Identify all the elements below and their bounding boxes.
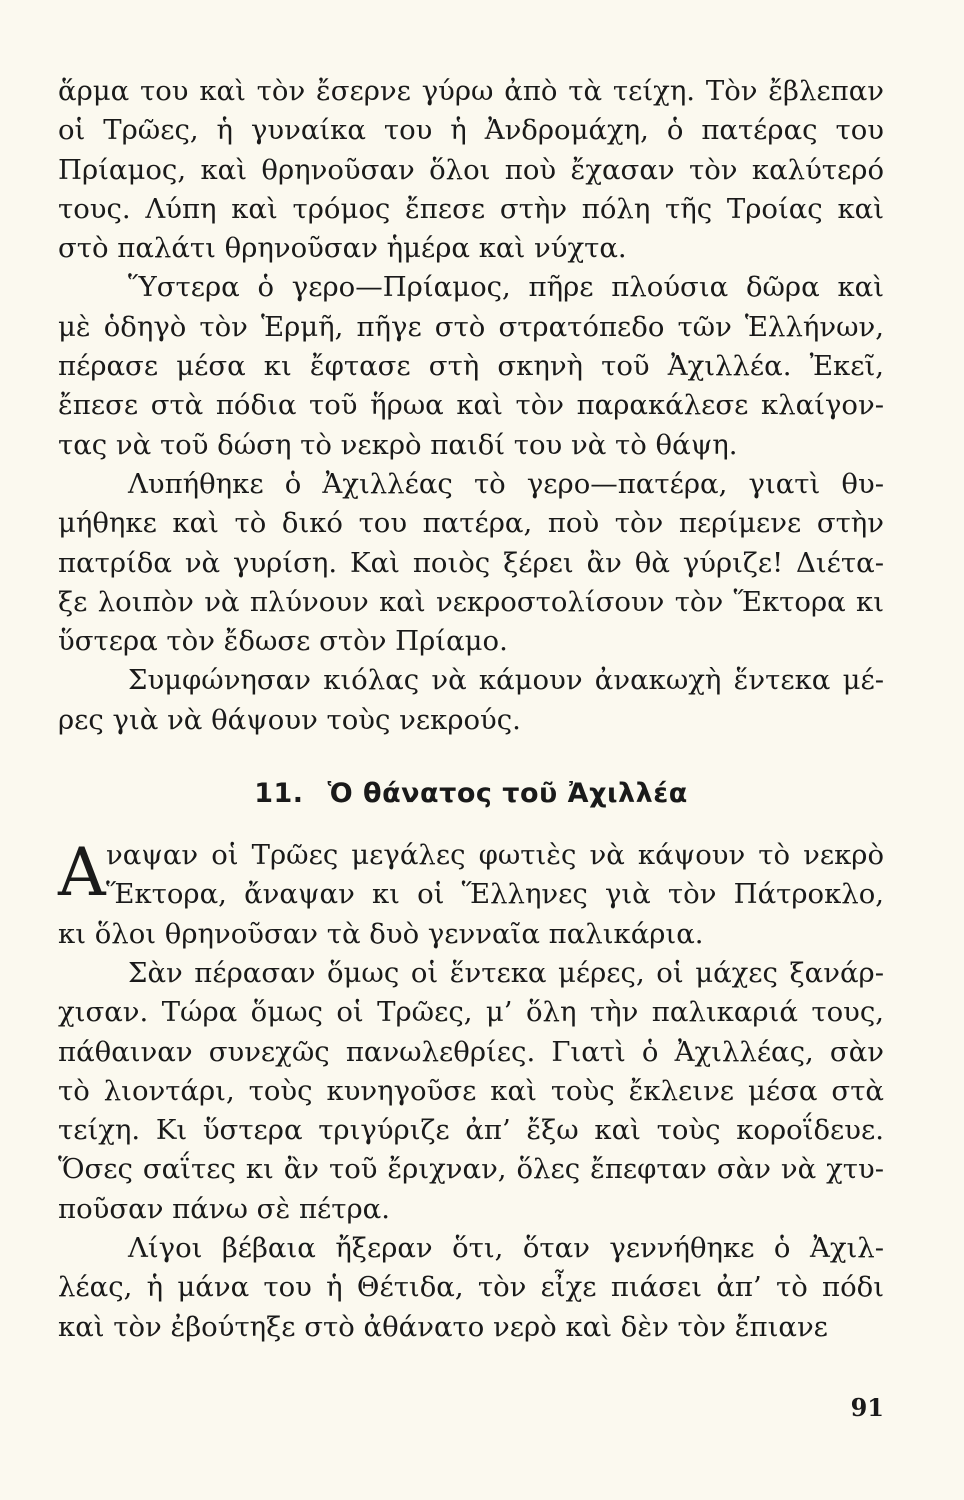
- text-line: ναψαν οἱ Τρῶες μεγάλες φωτιὲς νὰ κάψουν τὸ νεκρὸ: [106, 839, 884, 872]
- text-line: Πρίαμος, καὶ θρηνοῦσαν ὅλοι ποὺ ἔχασαν τὸν καλύτερό: [58, 153, 884, 186]
- text-line: τείχη. Κι ὕστερα τριγύριζε ἀπ’ ἔξω καὶ τοὺς κοροΐδευε.: [58, 1114, 884, 1147]
- text-line: πατρίδα νὰ γυρίση. Καὶ ποιὸς ξέρει ἂν θὰ γύριζε! Διέτα-: [58, 546, 884, 579]
- text-line: πέρασε μέσα κι ἔφτασε στὴ σκηνὴ τοῦ Ἀχιλλέα. Ἐκεῖ,: [58, 350, 884, 383]
- paragraph: [58, 268, 884, 464]
- text-line: μὲ ὁδηγὸ τὸν Ἑρμῆ, πῆγε στὸ στρατόπεδο τῶν Ἑλλήνων,: [58, 310, 884, 343]
- text-line: Λυπήθηκε ὁ Ἀχιλλέας τὸ γερο—πατέρα, γιατὶ θυ-: [128, 467, 884, 500]
- text-line: πάθαιναν συνεχῶς πανωλεθρίες. Γιατὶ ὁ Ἀχιλλέας, σὰν: [58, 1035, 884, 1068]
- text-line: Συμφώνησαν κιόλας νὰ κάμουν ἀνακωχὴ ἕντεκα μέ-: [128, 664, 884, 697]
- text-line: τὸ λιοντάρι, τοὺς κυνηγοῦσε καὶ τοὺς ἔκλεινε μέσα στὰ: [58, 1074, 884, 1107]
- text-line: μήθηκε καὶ τὸ δικό του πατέρα, ποὺ τὸν περίμενε στὴν: [58, 507, 884, 540]
- drop-cap-initial: Α: [58, 834, 106, 912]
- chapter-number: 11.: [254, 778, 304, 810]
- chapter-heading: [58, 774, 884, 814]
- chapter-title: Ὁ θάνατος τοῦ Ἀχιλλέα: [327, 778, 688, 810]
- text-line: χισαν. Τώρα ὅμως οἱ Τρῶες, μ’ ὅλη τὴν παλικαριά τους,: [58, 996, 884, 1029]
- text-line: Ὕστερα ὁ γερο—Πρίαμος, πῆρε πλούσια δῶρα καὶ: [128, 271, 884, 304]
- text-line: στὸ παλάτι θρηνοῦσαν ἡμέρα καὶ νύχτα.: [58, 232, 627, 265]
- text-line: οἱ Τρῶες, ἡ γυναίκα του ἡ Ἀνδρομάχη, ὁ πατέρας του: [58, 114, 884, 147]
- paragraph: [58, 661, 884, 740]
- paragraph: [58, 1229, 884, 1347]
- paragraph: [58, 954, 884, 1229]
- text-line: ἔπεσε στὰ πόδια τοῦ ἥρωα καὶ τὸν παρακάλεσε κλαίγον-: [58, 389, 884, 422]
- text-line: Σὰν πέρασαν ὅμως οἱ ἕντεκα μέρες, οἱ μάχες ξανάρ-: [128, 956, 884, 989]
- text-line: ὕστερα τὸν ἔδωσε στὸν Πρίαμο.: [58, 625, 508, 658]
- text-line: Ἕκτορα, ἄναψαν κι οἱ Ἕλληνες γιὰ τὸν Πάτροκλο,: [106, 878, 884, 911]
- paragraph: [58, 465, 884, 661]
- page-number: 91: [850, 1393, 884, 1422]
- text-line: τους. Λύπη καὶ τρόμος ἔπεσε στὴν πόλη τῆς Τροίας καὶ: [58, 192, 884, 225]
- text-line: Λίγοι βέβαια ἤξεραν ὅτι, ὅταν γεννήθηκε ὁ Ἀχιλ-: [128, 1232, 884, 1265]
- text-line: κι ὅλοι θρηνοῦσαν τὰ δυὸ γενναῖα παλικάρια.: [58, 917, 704, 950]
- paragraph-continued: [58, 72, 884, 268]
- text-line: ξε λοιπὸν νὰ πλύνουν καὶ νεκροστολίσουν τὸν Ἕκτορα κι: [58, 585, 884, 618]
- text-line: ρες γιὰ νὰ θάψουν τοὺς νεκρούς.: [58, 703, 521, 736]
- text-line: καὶ τὸν ἐβούτηξε στὸ ἀθάνατο νερὸ καὶ δὲν τὸν ἔπιανε: [58, 1310, 828, 1343]
- text-line: ἅρμα του καὶ τὸν ἔσερνε γύρω ἀπὸ τὰ τείχη. Τὸν ἔβλεπαν: [58, 75, 884, 107]
- text-line: Ὅσες σαΐτες κι ἂν τοῦ ἔριχναν, ὅλες ἔπεφταν σὰν νὰ χτυ-: [58, 1153, 884, 1186]
- text-line: τας νὰ τοῦ δώση τὸ νεκρὸ παιδί του νὰ τὸ θάψη.: [58, 428, 738, 461]
- dropcap-paragraph: [58, 836, 884, 954]
- book-page: [58, 72, 884, 1472]
- text-line: λέας, ἡ μάνα του ἡ Θέτιδα, τὸν εἶχε πιάσει ἀπ’ τὸ πόδι: [58, 1271, 884, 1304]
- text-line: ποῦσαν πάνω σὲ πέτρα.: [58, 1192, 390, 1225]
